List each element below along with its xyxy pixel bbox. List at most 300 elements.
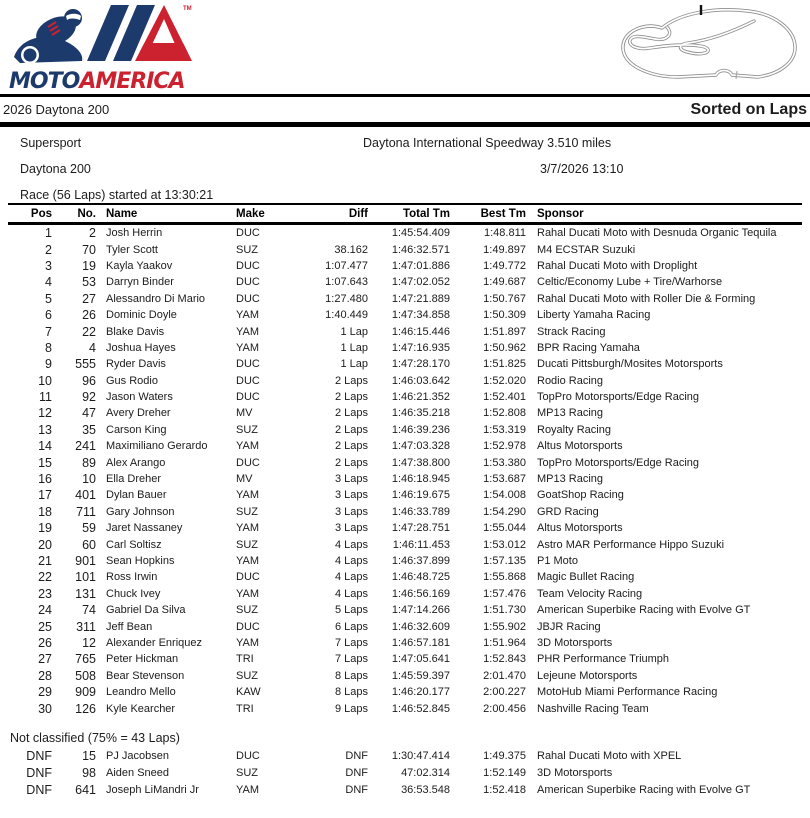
name-cell: Avery Dreher bbox=[106, 407, 171, 420]
result-row bbox=[0, 765, 810, 782]
total-cell: 1:46:03.642 bbox=[391, 374, 450, 387]
name-cell: Alex Arango bbox=[106, 456, 166, 469]
result-row bbox=[0, 553, 810, 569]
diff-cell: 9 Laps bbox=[334, 702, 368, 715]
name-cell: Peter Hickman bbox=[106, 653, 179, 666]
result-row bbox=[0, 700, 810, 716]
result-row bbox=[0, 405, 810, 421]
diff-cell: 2 Laps bbox=[334, 440, 368, 453]
diff-cell: 1:07.477 bbox=[325, 259, 368, 272]
total-cell: 1:46:35.218 bbox=[391, 407, 450, 420]
diff-cell: DNF bbox=[345, 784, 368, 797]
make-cell: YAM bbox=[236, 489, 260, 502]
make-cell: SUZ bbox=[236, 423, 258, 436]
name-cell: Kyle Kearcher bbox=[106, 702, 176, 715]
total-cell: 1:46:57.181 bbox=[391, 636, 450, 649]
sponsor-cell: American Superbike Racing with Evolve GT bbox=[537, 784, 751, 797]
make-cell: DUC bbox=[236, 391, 260, 404]
total-cell: 1:47:01.886 bbox=[391, 259, 450, 272]
col-header-sponsor: Sponsor bbox=[537, 207, 584, 220]
best-cell: 1:51.730 bbox=[483, 604, 526, 617]
best-cell: 1:57.135 bbox=[483, 555, 526, 567]
sponsor-cell: Ducati Pittsburgh/Mosites Motorsports bbox=[537, 358, 723, 371]
diff-cell: 1 Lap bbox=[340, 358, 368, 371]
make-cell: TRI bbox=[236, 653, 254, 666]
make-cell: DUC bbox=[236, 750, 260, 763]
no-cell: 19 bbox=[82, 258, 96, 273]
sponsor-cell: Team Velocity Racing bbox=[537, 587, 643, 600]
best-cell: 1:49.375 bbox=[483, 750, 526, 763]
diff-cell: 1:27.480 bbox=[325, 292, 368, 305]
name-cell: Chuck Ivey bbox=[106, 587, 161, 600]
not-classified-label: Not classified (75% = 43 Laps) bbox=[10, 730, 180, 745]
diff-cell: 7 Laps bbox=[334, 653, 368, 666]
best-cell: 1:54.290 bbox=[483, 505, 526, 518]
name-cell: Dominic Doyle bbox=[106, 309, 177, 322]
name-cell: Josh Herrin bbox=[106, 227, 163, 240]
no-cell: 47 bbox=[82, 406, 96, 421]
name-cell: Jason Waters bbox=[106, 391, 173, 404]
result-row bbox=[0, 471, 810, 487]
sponsor-cell: Rahal Ducati Moto with Roller Die & Forming bbox=[537, 292, 756, 305]
diff-cell: 1:07.643 bbox=[325, 276, 368, 289]
pos-cell: 15 bbox=[38, 455, 52, 470]
motoamerica-logo bbox=[8, 3, 192, 93]
sponsor-cell: Strack Racing bbox=[537, 325, 606, 338]
total-cell: 1:47:34.858 bbox=[391, 309, 450, 322]
col-header-total-tm: Total Tm bbox=[402, 207, 450, 220]
total-cell: 1:47:14.266 bbox=[391, 604, 450, 617]
sponsor-cell: GRD Racing bbox=[537, 505, 599, 518]
sponsor-cell: MP13 Racing bbox=[537, 473, 604, 486]
sponsor-cell: Altus Motorsports bbox=[537, 522, 623, 535]
name-cell: Jaret Nassaney bbox=[106, 522, 183, 535]
make-cell: DUC bbox=[236, 276, 260, 289]
result-row bbox=[0, 586, 810, 602]
total-cell: 1:47:21.889 bbox=[391, 292, 450, 305]
pos-cell: 9 bbox=[45, 357, 52, 372]
diff-cell: 8 Laps bbox=[334, 669, 368, 682]
result-row bbox=[0, 438, 810, 454]
make-cell: KAW bbox=[236, 686, 261, 699]
name-cell: Tyler Scott bbox=[106, 243, 158, 256]
diff-cell: 3 Laps bbox=[334, 473, 368, 486]
col-header-pos: Pos bbox=[30, 207, 52, 220]
pos-cell: 17 bbox=[38, 488, 52, 503]
no-cell: 401 bbox=[75, 488, 96, 503]
best-cell: 1:48.811 bbox=[483, 227, 526, 240]
no-cell: 2 bbox=[89, 226, 96, 241]
name-cell: Gary Johnson bbox=[106, 505, 175, 518]
diff-cell: DNF bbox=[345, 767, 368, 780]
pos-cell: 5 bbox=[45, 291, 52, 306]
table-header-row bbox=[0, 205, 810, 222]
make-cell: YAM bbox=[236, 636, 260, 649]
diff-cell: 3 Laps bbox=[334, 505, 368, 518]
pos-cell: DNF bbox=[26, 766, 52, 781]
sponsor-cell: MP13 Racing bbox=[537, 407, 604, 420]
best-cell: 1:51.825 bbox=[483, 358, 526, 371]
name-cell: Carl Soltisz bbox=[106, 538, 162, 551]
diff-cell: 2 Laps bbox=[334, 374, 368, 387]
pos-cell: 24 bbox=[38, 603, 52, 618]
no-cell: 508 bbox=[75, 668, 96, 683]
result-row bbox=[0, 241, 810, 257]
result-row bbox=[0, 274, 810, 290]
pos-cell: DNF bbox=[26, 783, 52, 798]
result-row bbox=[0, 323, 810, 339]
total-cell: 1:46:56.169 bbox=[391, 587, 450, 600]
result-row bbox=[0, 651, 810, 667]
sponsor-cell: JBJR Racing bbox=[537, 620, 601, 633]
sponsor-cell: Royalty Racing bbox=[537, 423, 611, 436]
best-cell: 1:53.012 bbox=[483, 538, 526, 551]
race-name: Daytona 200 bbox=[20, 162, 91, 176]
total-cell: 1:46:37.899 bbox=[391, 555, 450, 567]
pos-cell: 26 bbox=[38, 635, 52, 650]
name-cell: Ella Dreher bbox=[106, 473, 162, 486]
sponsor-cell: Astro MAR Performance Hippo Suzuki bbox=[537, 538, 725, 551]
pos-cell: 11 bbox=[39, 390, 52, 405]
make-cell: DUC bbox=[236, 374, 260, 387]
no-cell: 96 bbox=[82, 373, 96, 388]
no-cell: 909 bbox=[75, 685, 96, 700]
diff-cell: 4 Laps bbox=[334, 555, 368, 567]
diff-cell: 2 Laps bbox=[334, 423, 368, 436]
dnf-rows bbox=[0, 748, 810, 799]
total-cell: 1:46:32.609 bbox=[391, 620, 450, 633]
no-cell: 101 bbox=[75, 570, 96, 585]
name-cell: Gus Rodio bbox=[106, 374, 158, 387]
sort-indicator: Sorted on Laps bbox=[690, 100, 807, 118]
result-row bbox=[0, 748, 810, 765]
result-row bbox=[0, 782, 810, 799]
sponsor-cell: American Superbike Racing with Evolve GT bbox=[537, 604, 751, 617]
diff-cell: 2 Laps bbox=[334, 407, 368, 420]
total-cell: 1:46:20.177 bbox=[391, 686, 450, 699]
pos-cell: 29 bbox=[38, 685, 52, 700]
diff-cell: 2 Laps bbox=[334, 456, 368, 469]
make-cell: TRI bbox=[236, 702, 254, 715]
best-cell: 1:55.902 bbox=[483, 620, 526, 633]
no-cell: 901 bbox=[75, 554, 96, 568]
col-header-best-tm: Best Tm bbox=[480, 207, 526, 220]
best-cell: 1:53.319 bbox=[483, 423, 526, 436]
total-cell: 1:47:38.800 bbox=[391, 456, 450, 469]
result-row bbox=[0, 373, 810, 389]
best-cell: 1:54.008 bbox=[483, 489, 526, 502]
no-cell: 15 bbox=[82, 749, 96, 764]
result-row bbox=[0, 356, 810, 372]
name-cell: Leandro Mello bbox=[106, 686, 176, 699]
sponsor-cell: BPR Racing Yamaha bbox=[537, 341, 640, 354]
sponsor-cell: PHR Performance Triumph bbox=[537, 653, 670, 666]
no-cell: 22 bbox=[82, 324, 96, 339]
no-cell: 641 bbox=[75, 783, 96, 798]
make-cell: YAM bbox=[236, 341, 260, 354]
sponsor-cell: Lejeune Motorsports bbox=[537, 669, 638, 682]
name-cell: Alessandro Di Mario bbox=[106, 292, 206, 305]
race-info bbox=[0, 127, 810, 202]
name-cell: Bear Stevenson bbox=[106, 669, 185, 682]
total-cell: 47:02.314 bbox=[401, 767, 450, 780]
best-cell: 1:52.418 bbox=[483, 784, 526, 797]
best-cell: 1:53.687 bbox=[483, 473, 526, 486]
result-row bbox=[0, 258, 810, 274]
result-row bbox=[0, 422, 810, 438]
pos-cell: 16 bbox=[38, 472, 52, 487]
sponsor-cell: 3D Motorsports bbox=[537, 636, 613, 649]
pos-cell: 14 bbox=[38, 439, 52, 454]
total-cell: 1:45:59.397 bbox=[391, 669, 450, 682]
pos-cell: 6 bbox=[45, 308, 52, 323]
sponsor-cell: MotoHub Miami Performance Racing bbox=[537, 686, 718, 699]
name-cell: Dylan Bauer bbox=[106, 489, 167, 502]
track-map-icon bbox=[610, 0, 798, 92]
sponsor-cell: Celtic/Economy Lube + Tire/Warhorse bbox=[537, 276, 723, 289]
no-cell: 92 bbox=[82, 390, 96, 405]
name-cell: Kayla Yaakov bbox=[106, 259, 173, 272]
result-row bbox=[0, 454, 810, 470]
make-cell: SUZ bbox=[236, 505, 258, 518]
pos-cell: 8 bbox=[45, 340, 52, 355]
name-cell: Joseph LiMandri Jr bbox=[106, 784, 199, 797]
best-cell: 1:52.401 bbox=[483, 391, 526, 404]
sponsor-cell: TopPro Motorsports/Edge Racing bbox=[537, 456, 700, 469]
sponsor-cell: Altus Motorsports bbox=[537, 440, 623, 453]
make-cell: YAM bbox=[236, 555, 260, 567]
diff-cell: 4 Laps bbox=[334, 538, 368, 551]
total-cell: 1:46:48.725 bbox=[391, 571, 450, 584]
pos-cell: 18 bbox=[38, 504, 52, 519]
make-cell: DUC bbox=[236, 227, 260, 240]
sponsor-cell: Rodio Racing bbox=[537, 374, 604, 387]
total-cell: 1:47:02.052 bbox=[391, 276, 450, 289]
total-cell: 1:47:28.751 bbox=[391, 522, 450, 535]
result-row bbox=[0, 569, 810, 585]
col-header-make: Make bbox=[236, 207, 265, 220]
best-cell: 1:55.868 bbox=[483, 571, 526, 584]
diff-cell: DNF bbox=[345, 750, 368, 763]
race-detail: Race (56 Laps) started at 13:30:21 bbox=[20, 188, 214, 202]
best-cell: 1:51.897 bbox=[483, 325, 526, 338]
make-cell: YAM bbox=[236, 325, 260, 338]
result-row bbox=[0, 291, 810, 307]
sponsor-cell: P1 Moto bbox=[537, 555, 578, 567]
masthead bbox=[0, 0, 810, 94]
sponsor-cell: Rahal Ducati Moto with Desnuda Organic Tequila bbox=[537, 227, 777, 240]
sponsor-cell: 3D Motorsports bbox=[537, 767, 613, 780]
result-row bbox=[0, 340, 810, 356]
sponsor-cell: M4 ECSTAR Suzuki bbox=[537, 243, 636, 256]
no-cell: 59 bbox=[82, 521, 96, 536]
best-cell: 1:53.380 bbox=[483, 456, 526, 469]
make-cell: YAM bbox=[236, 587, 260, 600]
best-cell: 1:49.687 bbox=[483, 276, 526, 289]
no-cell: 53 bbox=[82, 275, 96, 290]
no-cell: 12 bbox=[82, 635, 96, 650]
pos-cell: DNF bbox=[26, 749, 52, 764]
sponsor-cell: TopPro Motorsports/Edge Racing bbox=[537, 391, 700, 404]
no-cell: 131 bbox=[75, 586, 96, 601]
diff-cell: 4 Laps bbox=[334, 587, 368, 600]
best-cell: 1:50.767 bbox=[483, 292, 526, 305]
name-cell: Aiden Sneed bbox=[106, 767, 169, 780]
name-cell: Darryn Binder bbox=[106, 276, 174, 289]
total-cell: 1:47:03.328 bbox=[391, 440, 450, 453]
pos-cell: 3 bbox=[45, 258, 52, 273]
title-bar bbox=[0, 97, 810, 122]
pos-cell: 2 bbox=[45, 242, 52, 257]
result-row bbox=[0, 668, 810, 684]
result-row bbox=[0, 389, 810, 405]
diff-cell: 8 Laps bbox=[334, 686, 368, 699]
total-cell: 1:46:18.945 bbox=[391, 473, 450, 486]
logo-wordmark: MOTOAMERICA bbox=[9, 69, 185, 93]
name-cell: Carson King bbox=[106, 423, 167, 436]
make-cell: DUC bbox=[236, 292, 260, 305]
total-cell: 1:46:19.675 bbox=[391, 489, 450, 502]
total-cell: 1:46:39.236 bbox=[391, 423, 450, 436]
name-cell: Ryder Davis bbox=[106, 358, 166, 371]
pos-cell: 20 bbox=[38, 537, 52, 552]
pos-cell: 27 bbox=[38, 652, 52, 667]
best-cell: 1:52.843 bbox=[483, 653, 526, 666]
pos-cell: 10 bbox=[38, 373, 52, 388]
no-cell: 555 bbox=[75, 357, 96, 372]
name-cell: Joshua Hayes bbox=[106, 341, 176, 354]
result-row bbox=[0, 684, 810, 700]
pos-cell: 25 bbox=[38, 619, 52, 634]
best-cell: 1:49.897 bbox=[483, 243, 526, 256]
make-cell: SUZ bbox=[236, 538, 258, 551]
no-cell: 4 bbox=[89, 340, 96, 355]
no-cell: 765 bbox=[75, 652, 96, 667]
best-cell: 1:50.309 bbox=[483, 309, 526, 322]
best-cell: 1:52.149 bbox=[483, 767, 526, 780]
name-cell: PJ Jacobsen bbox=[106, 750, 169, 763]
make-cell: SUZ bbox=[236, 604, 258, 617]
race-datetime: 3/7/2026 13:10 bbox=[540, 162, 624, 176]
result-row bbox=[0, 618, 810, 634]
diff-cell: 3 Laps bbox=[334, 489, 368, 502]
classified-rows bbox=[0, 225, 810, 717]
pos-cell: 7 bbox=[45, 324, 52, 339]
no-cell: 241 bbox=[75, 439, 96, 454]
diff-cell: 1 Lap bbox=[340, 341, 368, 354]
name-cell: Maximiliano Gerardo bbox=[106, 440, 208, 453]
venue: Daytona International Speedway 3.510 miles bbox=[363, 136, 612, 150]
pos-cell: 19 bbox=[38, 521, 52, 536]
results-table bbox=[0, 203, 810, 717]
make-cell: DUC bbox=[236, 571, 260, 584]
best-cell: 1:51.964 bbox=[483, 636, 526, 649]
best-cell: 1:55.044 bbox=[483, 522, 526, 535]
no-cell: 60 bbox=[82, 537, 96, 552]
pos-cell: 21 bbox=[38, 554, 52, 568]
diff-cell: 1:40.449 bbox=[325, 309, 368, 322]
total-cell: 1:47:28.170 bbox=[391, 358, 450, 371]
make-cell: YAM bbox=[236, 784, 260, 797]
pos-cell: 4 bbox=[45, 275, 52, 290]
make-cell: DUC bbox=[236, 620, 260, 633]
best-cell: 2:00.227 bbox=[483, 686, 526, 699]
class-name: Supersport bbox=[20, 136, 82, 150]
no-cell: 311 bbox=[76, 619, 96, 634]
best-cell: 1:49.772 bbox=[483, 259, 526, 272]
diff-cell: 2 Laps bbox=[334, 391, 368, 404]
make-cell: SUZ bbox=[236, 767, 258, 780]
best-cell: 1:52.808 bbox=[483, 407, 526, 420]
sponsor-cell: Rahal Ducati Moto with XPEL bbox=[537, 750, 682, 763]
best-cell: 1:57.476 bbox=[483, 587, 526, 600]
no-cell: 70 bbox=[82, 242, 96, 257]
best-cell: 1:52.978 bbox=[483, 440, 526, 453]
make-cell: DUC bbox=[236, 259, 260, 272]
diff-cell: 5 Laps bbox=[334, 604, 368, 617]
total-cell: 1:45:54.409 bbox=[391, 227, 450, 240]
result-row bbox=[0, 225, 810, 241]
col-header-no: No. bbox=[77, 207, 96, 220]
diff-cell: 6 Laps bbox=[334, 620, 368, 633]
diff-cell: 38.162 bbox=[334, 243, 368, 256]
col-header-name: Name bbox=[106, 207, 138, 220]
result-row bbox=[0, 635, 810, 651]
make-cell: YAM bbox=[236, 522, 260, 535]
name-cell: Sean Hopkins bbox=[106, 555, 175, 567]
sponsor-cell: Nashville Racing Team bbox=[537, 702, 649, 715]
no-cell: 26 bbox=[82, 308, 96, 323]
total-cell: 1:46:32.571 bbox=[391, 243, 450, 256]
make-cell: YAM bbox=[236, 440, 260, 453]
total-cell: 1:30:47.414 bbox=[391, 750, 450, 763]
name-cell: Alexander Enriquez bbox=[106, 636, 203, 649]
event-title: 2026 Daytona 200 bbox=[3, 102, 110, 117]
pos-cell: 28 bbox=[38, 668, 52, 683]
no-cell: 27 bbox=[82, 291, 96, 306]
pos-cell: 22 bbox=[38, 570, 52, 585]
best-cell: 2:01.470 bbox=[483, 669, 526, 682]
track-tick bbox=[736, 71, 737, 79]
no-cell: 126 bbox=[75, 701, 96, 716]
total-cell: 1:46:15.446 bbox=[391, 325, 450, 338]
make-cell: DUC bbox=[236, 456, 260, 469]
total-cell: 1:47:05.641 bbox=[391, 653, 450, 666]
no-cell: 711 bbox=[76, 504, 96, 519]
no-cell: 89 bbox=[82, 455, 96, 470]
make-cell: DUC bbox=[236, 358, 260, 371]
name-cell: Blake Davis bbox=[106, 325, 165, 338]
rider-icon bbox=[14, 9, 82, 64]
diff-cell: 7 Laps bbox=[334, 636, 368, 649]
no-cell: 74 bbox=[82, 603, 96, 618]
make-cell: MV bbox=[236, 407, 253, 420]
sponsor-cell: Rahal Ducati Moto with Droplight bbox=[537, 259, 698, 272]
pos-cell: 1 bbox=[45, 226, 52, 241]
diff-cell: 1 Lap bbox=[340, 325, 368, 338]
total-cell: 1:47:16.935 bbox=[391, 341, 450, 354]
no-cell: 10 bbox=[82, 472, 96, 487]
total-cell: 1:46:11.453 bbox=[392, 538, 450, 551]
total-cell: 36:53.548 bbox=[401, 784, 450, 797]
make-cell: MV bbox=[236, 473, 253, 486]
total-cell: 1:46:52.845 bbox=[391, 702, 450, 715]
diff-cell: 3 Laps bbox=[334, 522, 368, 535]
total-cell: 1:46:21.352 bbox=[391, 391, 450, 404]
best-cell: 1:52.020 bbox=[483, 374, 526, 387]
pos-cell: 30 bbox=[38, 701, 52, 716]
make-cell: SUZ bbox=[236, 243, 258, 256]
